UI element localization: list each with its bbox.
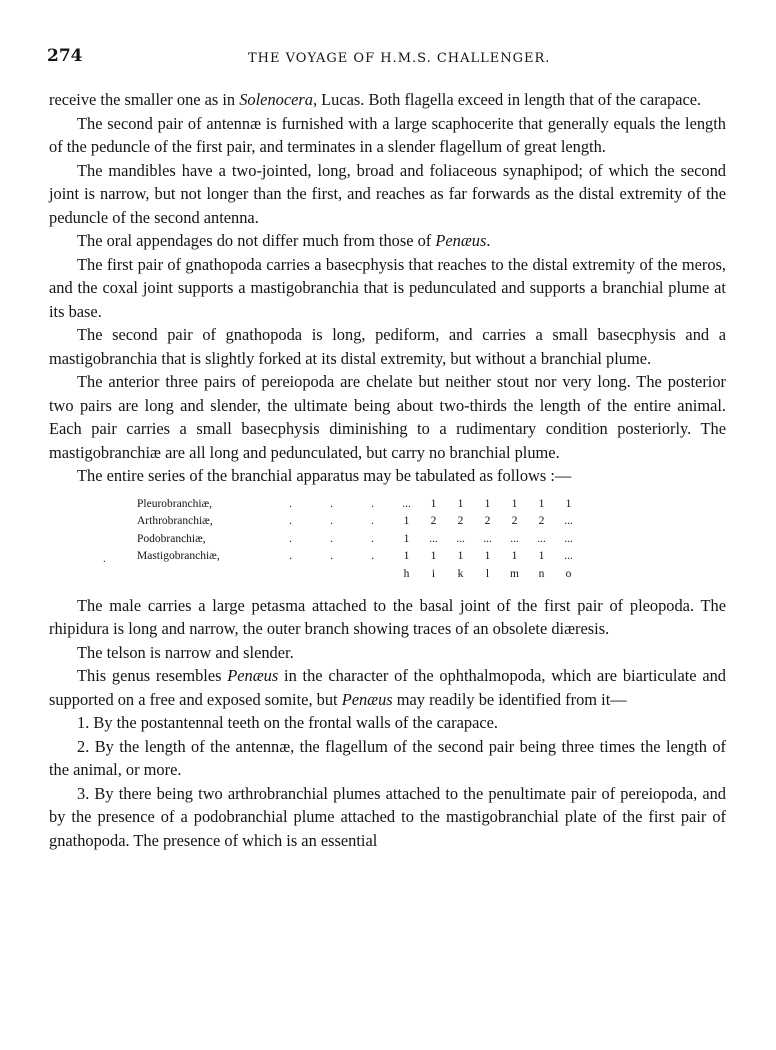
leader-dot: .	[371, 532, 374, 545]
table-row	[137, 548, 582, 566]
stray-mark: .	[103, 552, 106, 565]
paragraph: The anterior three pairs of pereiopoda are chelate but neither stout nor very long. The posterior two pairs are long and slender, the ultimate being about two-thirds the length of the entire animal. Each pair carries a small basecphysis diminishing to a rudimentary condition posteriorly. The mastigobranchiæ are all long and pedunculated, but carry no branchial plume.	[49, 372, 726, 462]
row-label: Podobranchiæ,	[137, 532, 206, 545]
leader-dot: .	[330, 497, 333, 510]
table-cell: 1	[457, 497, 464, 510]
paragraph: The oral appendages do not differ much from those of Penæus.	[77, 231, 491, 250]
table-cell: 1	[511, 550, 518, 562]
table-cell: 2	[511, 515, 518, 527]
table-cell: ...	[537, 532, 546, 545]
paragraph: The second pair of antennæ is furnished with a large scaphocerite that generally equals the length of the peduncle of the first pair, and terminates in a slender flagellum of great length.	[49, 113, 726, 156]
table-cell: 1	[511, 497, 518, 510]
paragraph: The telson is narrow and slender.	[77, 642, 294, 662]
column-letter: m	[510, 567, 519, 580]
table-cell: 2	[457, 515, 464, 527]
table-cell: ...	[483, 532, 492, 545]
page-number: 274	[47, 46, 83, 66]
column-letter: k	[457, 567, 464, 580]
table-cell: 2	[484, 515, 491, 527]
paragraph: This genus resembles Penæus in the character of the ophthalmopoda, which are biarticulate and supported on a free and exposed somite, but Penæus may readily be identified from it—	[49, 666, 726, 709]
paragraph: 2. By the length of the antennæ, the flagellum of the second pair being three times the length of the animal, or more.	[49, 736, 726, 779]
table-cell: 1	[430, 497, 437, 510]
leader-dot: .	[289, 497, 292, 510]
paragraph: The entire series of the branchial apparatus may be tabulated as follows :—	[77, 466, 572, 485]
table-cell: 1	[484, 550, 491, 562]
table-row	[137, 513, 582, 531]
table-cell: 1	[430, 550, 437, 562]
row-label: Pleurobranchiæ,	[137, 497, 213, 510]
column-letter: l	[485, 567, 490, 580]
column-letter: n	[538, 567, 545, 580]
table-row	[137, 496, 582, 514]
table-cell: 1	[457, 550, 464, 562]
table-cell: ...	[510, 532, 519, 545]
paragraph: 1. By the postantennal teeth on the frontal walls of the carapace.	[77, 713, 498, 732]
paragraph: The male carries a large petasma attached to the basal joint of the first pair of pleopoda. The rhipidura is long and narrow, the outer branch showing traces of an obsolete diæresis.	[49, 595, 726, 638]
running-head: THE VOYAGE OF H.M.S. CHALLENGER.	[248, 51, 551, 66]
table-cell: ...	[429, 532, 438, 545]
paragraph: The first pair of gnathopoda carries a basecphysis that reaches to the distal extremity of the meros, and the coxal joint supports a mastigobranchia that is pedunculated and supports a branchial plume at its base.	[49, 254, 726, 321]
body-text	[49, 88, 726, 852]
column-letter: i	[431, 567, 436, 580]
table-cell: 2	[430, 515, 437, 527]
table-cell: ...	[564, 515, 573, 527]
leader-dot: .	[330, 515, 333, 527]
paragraph: receive the smaller one as in Solenocera, Lucas. Both flagella exceed in length that of the carapace.	[49, 90, 702, 109]
row-label: Mastigobranchiæ,	[137, 550, 220, 562]
table-cell: ...	[456, 532, 465, 545]
table-cell: ...	[564, 532, 573, 545]
table-cell: ...	[402, 497, 411, 510]
leader-dot: .	[289, 532, 292, 545]
paragraph: The mandibles have a two-jointed, long, broad and foliaceous synaphipod; of which the second joint is narrow, but not longer than the first, and reaches as far forwards as the distal extremity of the peduncle of the second antenna.	[49, 160, 726, 227]
table-cell: 1	[484, 497, 491, 510]
leader-dot: .	[289, 550, 292, 562]
column-letter: o	[565, 567, 572, 580]
paragraph: The second pair of gnathopoda is long, pediform, and carries a small basecphysis and a mastigobranchia that is slightly forked at its distal extremity, but without a branchial plume.	[49, 325, 726, 368]
table-cell: 1	[538, 497, 545, 510]
leader-dot: .	[289, 515, 292, 527]
table-cell: 1	[403, 532, 410, 545]
row-label: Arthrobranchiæ,	[137, 515, 213, 527]
leader-dot: .	[371, 550, 374, 562]
leader-dot: .	[371, 497, 374, 510]
table-cell: 1	[403, 515, 410, 527]
branchial-table	[49, 496, 726, 588]
table-cell: 1	[565, 497, 572, 510]
table-cell: 1	[538, 550, 545, 562]
column-letters-row	[137, 566, 582, 584]
leader-dot: .	[330, 532, 333, 545]
leader-dot: .	[330, 550, 333, 562]
leader-dot: .	[371, 515, 374, 527]
table-cell: 2	[538, 515, 545, 527]
column-letter: h	[403, 567, 410, 580]
table-row	[137, 531, 582, 549]
table-cell: 1	[403, 550, 410, 562]
paragraph: 3. By there being two arthrobranchial plumes attached to the penultimate pair of pereiopoda, and by the presence of a podobranchial plume attached to the mastigobranchial plate of the first pair of gnathopoda. The presence of which is an essential	[49, 783, 726, 850]
branchial-formula-table	[137, 496, 582, 584]
table-cell: ...	[564, 550, 573, 562]
